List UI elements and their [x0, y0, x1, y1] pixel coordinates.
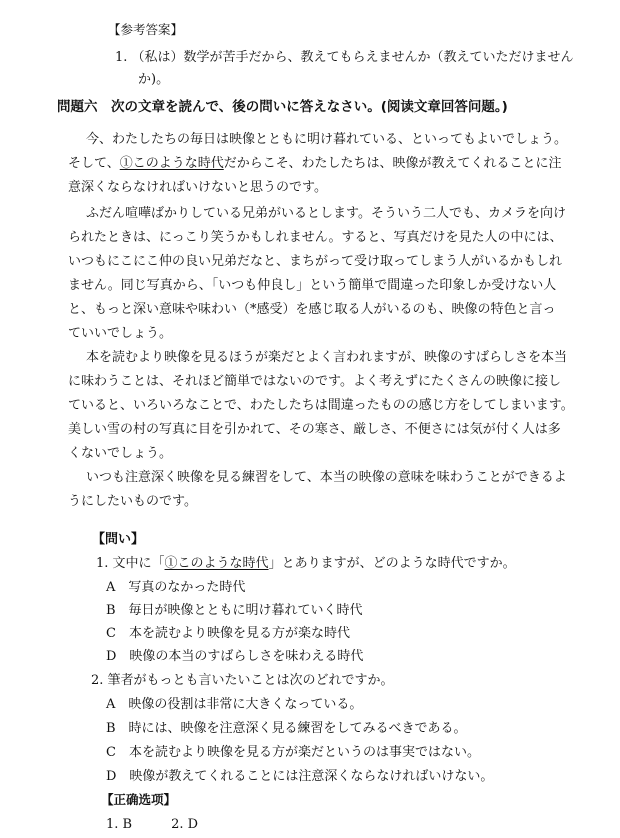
passage-line: くないでしょう。 — [68, 446, 173, 461]
passage-line: ていいでしょう。 — [68, 326, 173, 341]
text-span: そして、 — [68, 156, 120, 171]
text-span: だからこそ、わたしたちは、映像が教えてくれることに注 — [223, 156, 562, 171]
passage-line: と、もっと深い意味や味わい（*感受）を感じ取る人がいるのも、映像の特色と言っ — [68, 302, 556, 317]
correct-answers-heading: 【正确选项】 — [101, 792, 177, 807]
questions-heading: 【問い】 — [92, 532, 145, 547]
question-2-option-a: A 映像の役割は非常に大きくなっている。 — [106, 697, 363, 712]
passage-line: ません。同じ写真から、「いつも仲良し」という簡単で間違った印象しか受けない人 — [68, 278, 557, 293]
question-1-option-d: D 映像の本当のすばらしさを味わえる時代 — [106, 649, 364, 664]
question-1-option-b: B 毎日が映像とともに明け暮れていく時代 — [106, 603, 363, 618]
passage-line: 本を読むより映像を見るほうが楽だとよく言われますが、映像のすばらしさを本当 — [86, 350, 568, 365]
question-2-option-b: B 時には、映像を注意深く見る練習をしてみるべきである。 — [106, 721, 467, 736]
problem-title: 問題六 次の文章を読んで、後の問いに答えなさい。(阅读文章回答问题。) — [57, 99, 508, 115]
passage-line: 美しい雪の村の写真に目を引かれて、その寒さ、厳しさ、不便さには気が付く人は多 — [68, 422, 561, 437]
passage-line — [68, 157, 562, 170]
question-2-option-c: C 本を読むより映像を見る方が楽だというのは事実ではない。 — [106, 745, 480, 760]
ref-answer-line: 1. （私は）数学が苦手だから、教えてもらえませんか（教えていただけません — [115, 50, 574, 65]
question-1-option-c: C 本を読むより映像を見る方が楽な時代 — [106, 626, 350, 641]
passage-line: 今、わたしたちの毎日は映像とともに明け暮れている、といってもよいでしょう。 — [86, 132, 568, 147]
underlined-phrase: ①このような時代 — [164, 556, 269, 571]
passage-line: に味わうことは、それほど簡単ではないのです。よく考えずにたくさんの映像に接し — [68, 374, 561, 389]
passage-line: いつもにこにこ仲の良い兄弟だなと、まちがって受け取ってしまう人がいるかもしれ — [68, 254, 563, 269]
text-span: 1. 文中に「 — [96, 556, 165, 571]
ref-answer-heading: 【参考答案】 — [108, 22, 184, 37]
ref-answer-line: か)。 — [138, 72, 170, 87]
underlined-phrase: ①このような時代 — [119, 156, 224, 171]
passage-line: られたときは、にっこり笑うかもしれません。すると、写真だけを見た人の中には、 — [68, 230, 563, 245]
question-1-option-a: A 写真のなかった時代 — [106, 580, 246, 595]
question-2-option-d: D 映像が教えてくれることには注意深くならなければいけない。 — [106, 769, 494, 784]
passage-line: 意深くならなければいけないと思うのです。 — [68, 180, 327, 195]
text-span: 」とありますが、どのような時代ですか。 — [268, 556, 516, 571]
question-2-stem: 2. 筆者がもっとも言いたいことは次のどれですか。 — [91, 673, 394, 688]
passage-line: ふだん喧嘩ばかりしている兄弟がいるとします。そういう二人でも、カメラを向け — [86, 206, 566, 221]
question-1-stem — [96, 557, 516, 570]
passage-line: ていると、いろいろなことで、わたしたちは間違ったものの感じ方をしてしまいます。 — [68, 398, 574, 413]
correct-answers: 1. B 2. D — [106, 817, 199, 832]
passage-line: うにしたいものです。 — [68, 494, 197, 509]
passage-line: いつも注意深く映像を見る練習をして、本当の映像の意味を味わうことができるよ — [86, 470, 567, 485]
